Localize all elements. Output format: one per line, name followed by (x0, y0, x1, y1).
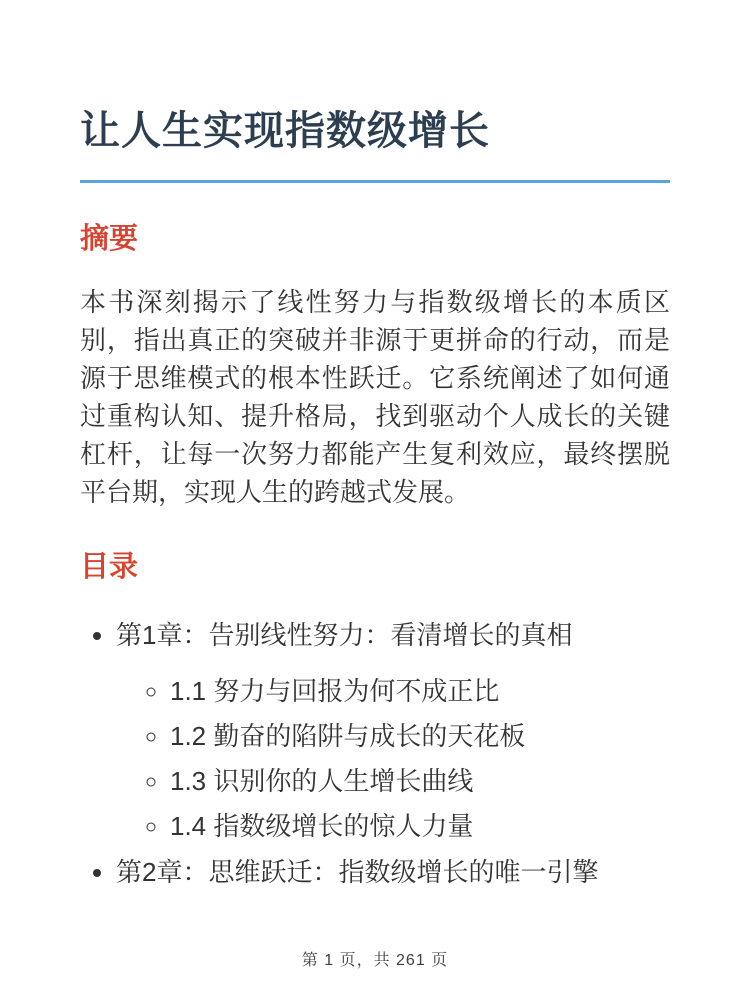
toc-chapter-item: • 第2章：思维跃迁：指数级增长的唯一引擎 (116, 853, 670, 891)
abstract-heading: 摘要 (80, 223, 139, 255)
page-title: 让人生实现指数级增长 (80, 109, 490, 153)
toc-heading: 目录 (80, 550, 139, 583)
toc-subsection-list (116, 672, 670, 845)
abstract-paragraph: 本书深刻揭示了线性努力与指数级增长的本质区别，指出真正的突破并非源于更拼命的行动，而是源于思维模式的根本性跃迁。它系统阐述了如何通过重构认知、提升格局，找到驱动个人成长的关键杠杆，让每一次努力都能产生复利效应，最终摆脱平台期，实现人生的跨越式发展。 (80, 286, 670, 507)
title-divider (80, 180, 670, 183)
toc-subsection-item: ◦ 1.4 指数级增长的惊人力量 (170, 807, 670, 845)
toc-subsection-item: ◦ 1.1 努力与回报为何不成正比 (170, 672, 670, 710)
toc-list (80, 616, 670, 891)
page-number-footer: 第 1 页，共 261 页 (301, 952, 449, 969)
toc-chapter-item: • 第1章：告别线性努力：看清增长的真相 ◦ 1.1 努力与回报为何不成正比 ◦ 1.2 勤奋的陷阱与成长的天花板 ◦ 1.3 识别你的人生增长曲线 ◦ 1.4 指数级增长的惊人力量 (116, 616, 670, 845)
toc-subsection-item: ◦ 1.3 识别你的人生增长曲线 (170, 762, 670, 800)
toc-subsection-item: ◦ 1.2 勤奋的陷阱与成长的天花板 (170, 717, 670, 755)
